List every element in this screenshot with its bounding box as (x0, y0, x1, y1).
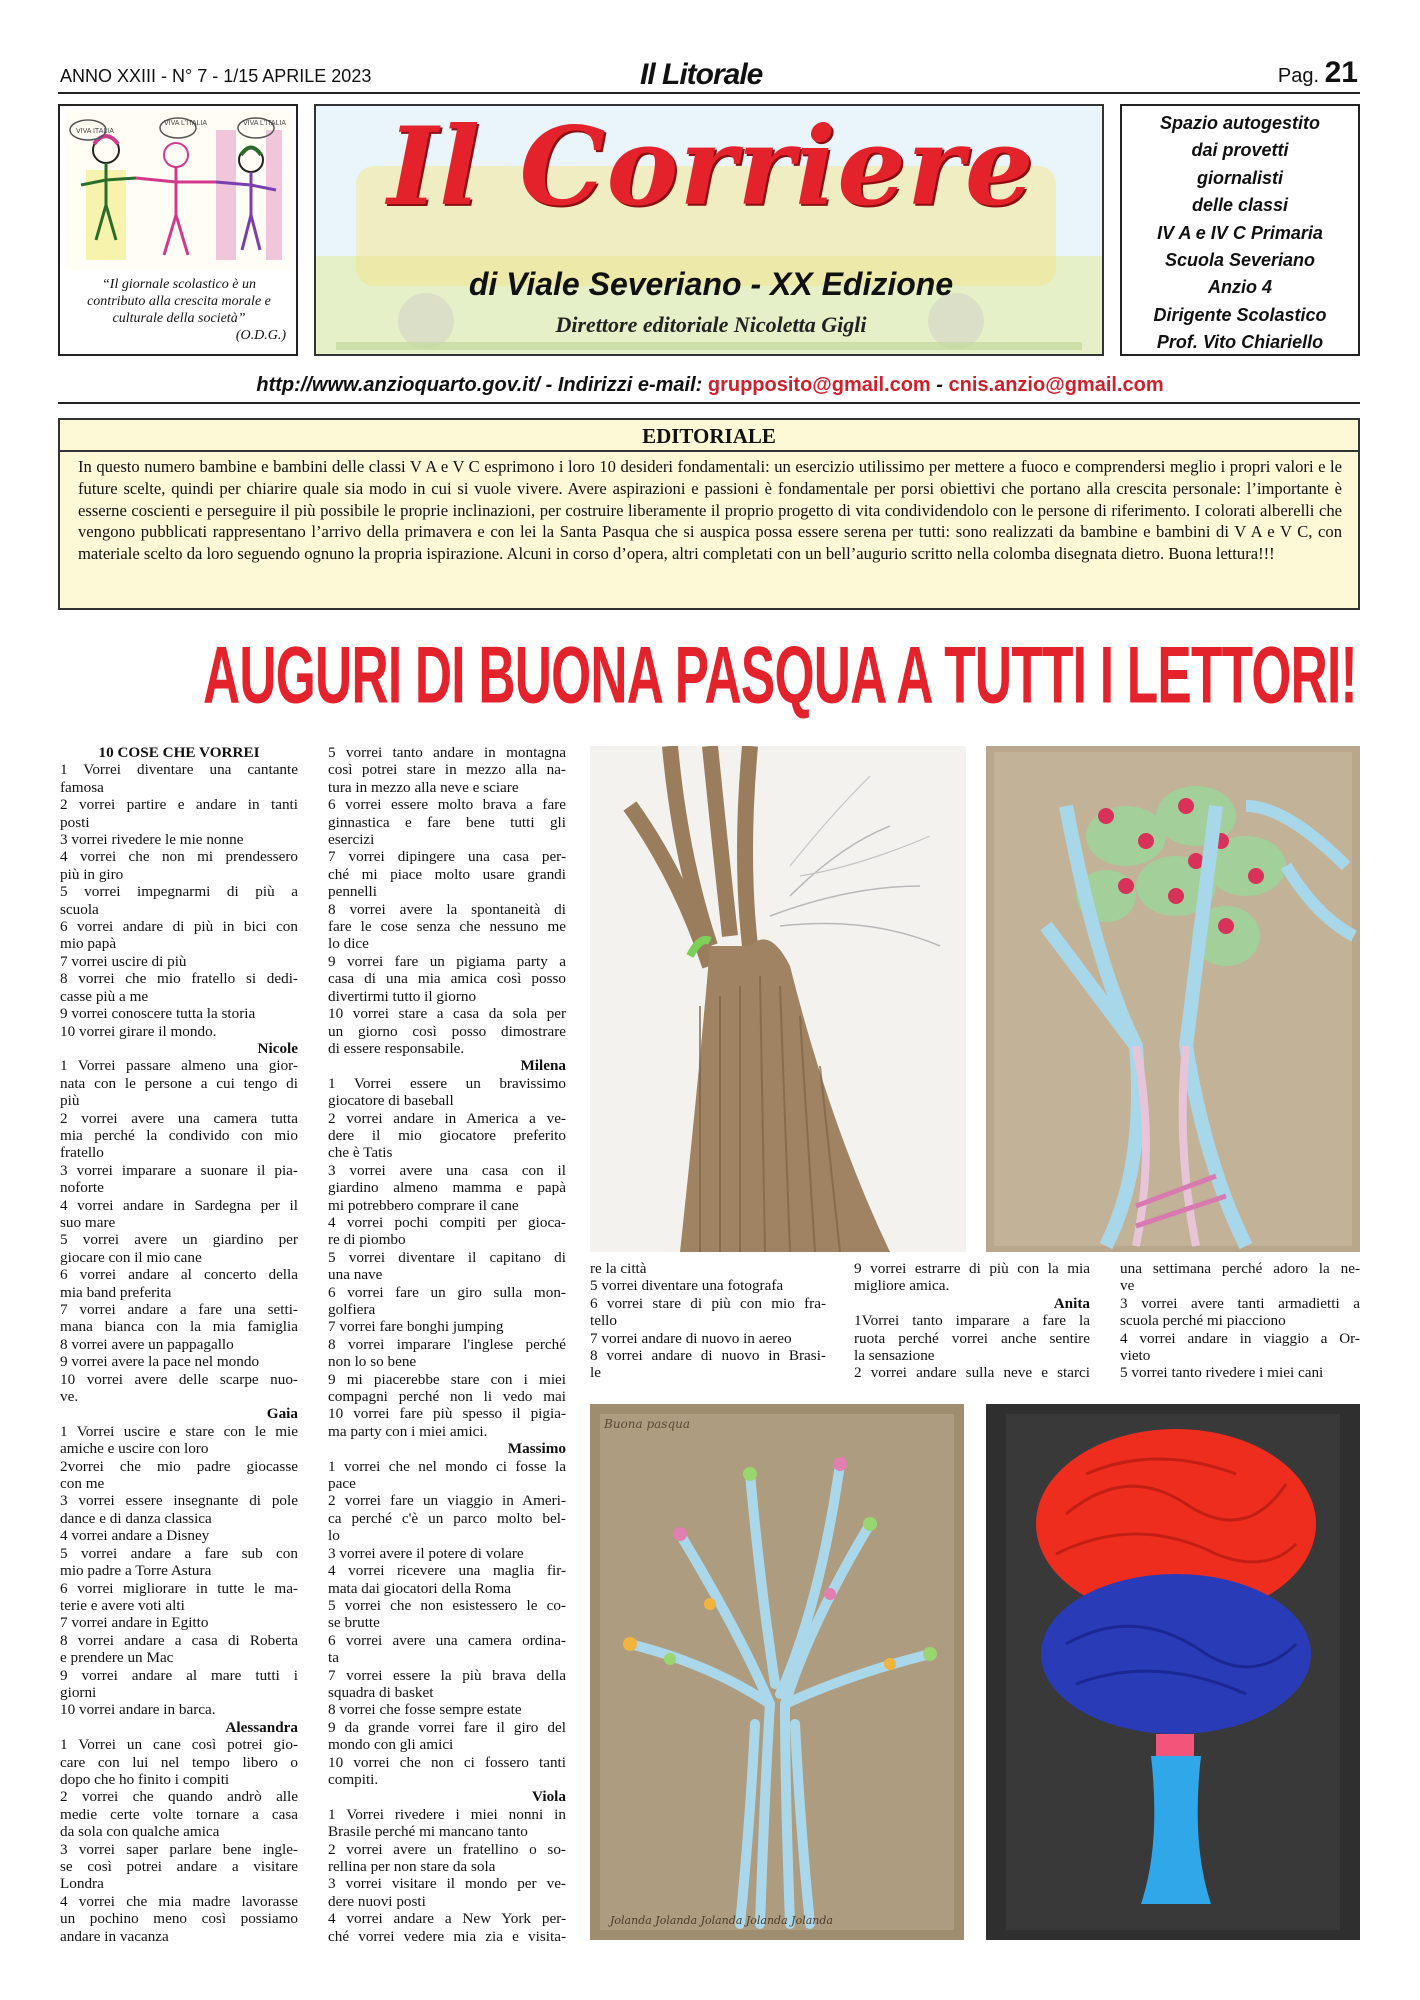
wish-line: ruota perché vorrei anche sentire (854, 1329, 1090, 1347)
newspaper-title: Il Corriere (387, 104, 1035, 230)
wish-line: 1 vorrei che nel mondo ci fosse la (328, 1457, 566, 1475)
info-line: Prof. Vito Chiariello (1156, 332, 1324, 353)
email-separator: - (930, 374, 949, 396)
photo-blue-yarn-tree (590, 1404, 964, 1940)
wish-line: 1 Vorrei un cane così potrei gio- (60, 1736, 298, 1754)
wish-line: 1 Vorrei essere un bravissimo (328, 1074, 566, 1092)
wish-line: ma party con i miei amici. (328, 1422, 488, 1440)
wish-line: 9 vorrei avere la pace nel mondo (60, 1353, 260, 1371)
wish-line: che è Tatis (328, 1144, 393, 1162)
wish-line: golfiera (328, 1301, 376, 1318)
wish-line: 6 vorrei avere una camera ordina- (328, 1631, 566, 1649)
wish-line: 10 vorrei fare più spesso il pigia- (328, 1405, 566, 1423)
wish-line: ta (328, 1649, 339, 1667)
wish-line: un pochino meno così possiamo (60, 1910, 298, 1928)
kid-label-3: VIVA L'ITALIA (243, 120, 287, 127)
info-line: Scuola Severiano (1164, 250, 1316, 271)
wish-line: 1 Vorrei diventare una cantante (60, 761, 298, 779)
wish-line: la sensazione (854, 1347, 935, 1365)
wish-line: 8 vorrei che fosse sempre estate (328, 1701, 522, 1719)
wish-line: mana bianca con la mia famiglia (60, 1318, 298, 1336)
wish-line: 4 vorrei che mia madre lavorasse (60, 1892, 298, 1910)
wish-line: giocare con il mio cane (60, 1248, 202, 1266)
wish-line: lo dice (328, 935, 369, 953)
wish-line: 8 vorrei andare a casa di Roberta (60, 1631, 298, 1649)
photo-wool-tree (986, 1404, 1360, 1940)
wish-line: più (60, 1092, 80, 1110)
wish-line: ca perché c'è un parco molto bel- (328, 1509, 566, 1527)
children-drawing-box (58, 104, 298, 356)
wish-line: 3 vorrei avere una casa con il (328, 1161, 566, 1179)
wish-line: non lo so bene (328, 1353, 417, 1371)
author-name: Gaia (266, 1405, 298, 1423)
wish-line: 4 vorrei che non mi prendessero (60, 848, 298, 866)
info-line: Anzio 4 (1207, 277, 1272, 298)
wish-line: fratello (60, 1144, 104, 1162)
wish-line: 3 vorrei rivedere le mie nonne (60, 831, 244, 849)
wish-line: suo mare (60, 1213, 116, 1231)
quote-text: “Il giornale scolastico è un contributo alla crescita morale e culturale della società” (87, 277, 271, 326)
wish-line: squadra di basket (328, 1683, 434, 1701)
author-name: Massimo (507, 1440, 566, 1458)
wish-line: 5 vorrei impegnarmi di più a (60, 883, 298, 901)
wish-line: compagni perché non li vedo mai (328, 1388, 566, 1406)
wish-line: le (590, 1364, 601, 1382)
wish-line: dere il mio giocatore preferito (328, 1126, 566, 1144)
easter-headline: AUGURI DI BUONA PASQUA A TUTTI I LETTORI! (203, 629, 1357, 720)
info-line: giornalisti (1196, 167, 1283, 188)
wish-line: 7 vorrei andare di nuovo in aereo (590, 1329, 792, 1347)
wish-line: 7 vorrei andare a fare una setti- (60, 1301, 298, 1318)
wish-line: 7 vorrei uscire di più (60, 952, 187, 970)
wish-line: re la città (590, 1260, 647, 1277)
wish-line: 1 Vorrei passare almeno una gior- (60, 1057, 298, 1075)
wish-line: 4 vorrei ricevere una maglia fir- (328, 1562, 566, 1580)
wish-line: dere nuovi posti (328, 1892, 426, 1910)
editorial-text: In questo numero bambine e bambini delle classi V A e V C esprimono i loro 10 desideri fondamentali: un esercizio utilissimo per mettere a fuoco e comprendersi meglio i propri valori e le future scelte, quindi per chiarire quale sia modo in cui si vuole vivere. Avere aspirazioni e passioni è fondamentale per porsi obiettivi che portano alla crescita personale: l’importante è esserne coscienti e perseguire il più possibile le proprie inclinazioni, per costruire liberamente il proprio progetto di vita condividendolo con le persone di riferimento. I colorati alberelli che vengono pubblicati rappresentano l’arrivo della primavera e con lei la Santa Pasqua che si auspica possa essere serena per tutti: sono realizzati da bambine e bambini di V A e V C, con materiale scelto da loro seguendo ognuno la propria ispirazione. Alcuni in corso d’opera, altri completati con un bell’augurio scritto nella colomba disegnata dietro. Buona lettura!!! (78, 457, 1342, 564)
wish-line: 10 vorrei andare in barca. (60, 1701, 216, 1719)
info-line: dai provetti (1191, 140, 1289, 161)
wish-line: scuola (60, 900, 99, 918)
wish-line: 7 vorrei essere la più brava della (328, 1666, 566, 1684)
wish-line: 4 vorrei andare a New York per- (328, 1910, 566, 1928)
info-line: Spazio autogestito (1159, 113, 1320, 133)
wish-line: divertirmi tutto il giorno (328, 987, 477, 1005)
wish-line: compiti. (328, 1770, 379, 1788)
author-name: Anita (1053, 1294, 1090, 1312)
wish-line: 2 vorrei avere un fratellino o so- (328, 1840, 566, 1858)
wish-line: ve. (60, 1388, 79, 1406)
wish-line: 3 vorrei avere tanti armadietti a (1120, 1294, 1360, 1312)
wish-line: migliore amica. (854, 1277, 950, 1295)
wish-line: mia perché la condivido con mio (60, 1126, 298, 1144)
photo-twine-tree (590, 746, 966, 1252)
wish-line: se brutte (328, 1614, 380, 1632)
wish-line: 9 da grande vorrei fare il giro del (328, 1718, 566, 1736)
wish-line: giorni (60, 1683, 97, 1701)
wish-line: dance e di danza classica (60, 1509, 212, 1527)
section-title: 10 COSE CHE VORREI (98, 744, 260, 761)
author-name: Milena (520, 1057, 566, 1075)
wish-line: mio padre a Torre Astura (60, 1562, 212, 1580)
wish-line: 10 vorrei girare il mondo. (60, 1022, 217, 1040)
wish-line: giardino almeno mamma e papà (328, 1179, 566, 1197)
wish-line: 2 vorrei che quando andrò alle (60, 1788, 298, 1806)
wish-line: scuola perché mi piacciono (1120, 1312, 1286, 1330)
wish-line: care con lui nel tempo libero o (60, 1753, 298, 1771)
wish-line: una settimana perché adoro la ne- (1120, 1260, 1360, 1277)
wish-line: lo (328, 1527, 340, 1545)
wishes-column-2 (328, 744, 566, 1945)
wish-line: esercizi (328, 831, 375, 849)
publication-name: Il Litorale (640, 58, 763, 91)
wish-line: rellina per non stare da sola (328, 1858, 496, 1875)
info-box (1120, 104, 1360, 356)
wish-line: ché vorrei vedere mia zia e visita- (328, 1927, 566, 1945)
wish-line: pennelli (328, 883, 377, 901)
wish-line: ché mi piace molto usare grandi (328, 865, 566, 883)
wish-line: 5 vorrei avere un giardino per (60, 1231, 298, 1249)
wish-line: 9 vorrei conoscere tutta la storia (60, 1005, 256, 1023)
wish-line: 3 vorrei saper parlare bene ingle- (60, 1840, 298, 1858)
wish-line: 4 vorrei andare in viaggio a Or- (1120, 1329, 1360, 1347)
wish-line: noforte (60, 1179, 104, 1197)
wish-line: ginnastica e fare bene tutti gli (328, 813, 566, 831)
wish-line: 8 vorrei avere un pappagallo (60, 1335, 234, 1353)
wool-tree-art (986, 1404, 1360, 1940)
wish-line: 2 vorrei partire e andare in tanti (60, 796, 298, 814)
kid-label-1: VIVA ITALIA (76, 128, 114, 135)
wish-line: 4 vorrei andare a Disney (60, 1527, 210, 1545)
wish-line: 7 vorrei dipingere una casa per- (328, 848, 566, 866)
director-credit: Direttore editoriale Nicoletta Gigli (555, 312, 867, 337)
wish-line: mio papà (60, 935, 117, 953)
wish-line: famosa (60, 778, 104, 796)
editorial-title: EDITORIALE (60, 422, 1358, 452)
wish-line: 9 mi piacerebbe stare con i miei (328, 1370, 566, 1388)
wish-line: 3 vorrei visitare il mondo per ve- (328, 1875, 566, 1893)
wish-line: se così potrei andare a visitare (60, 1858, 298, 1875)
email-label: - Indirizzi e-mail: (540, 374, 708, 396)
wish-line: 8 vorrei che mio fratello si dedi- (60, 970, 298, 988)
wish-line: tura in mezzo alla neve e sciare (328, 778, 519, 796)
yarn-flower-tree-art (986, 746, 1360, 1252)
author-name: Alessandra (225, 1718, 298, 1736)
wish-line: 2 vorrei fare un viaggio in Ameri- (328, 1492, 566, 1510)
wish-line: 1 Vorrei rivedere i miei nonni in (328, 1805, 566, 1823)
children-drawing (66, 110, 292, 270)
wish-line: casa di una mia amica così posso (328, 970, 566, 988)
wish-line: re di piombo (328, 1231, 406, 1249)
wish-line: 5 vorrei diventare il capitano di (328, 1248, 566, 1266)
wish-line: casse più a me (60, 987, 149, 1005)
wish-line: 2 vorrei andare in America a ve- (328, 1109, 566, 1127)
wish-line: 8 vorrei avere la spontaneità di (328, 900, 566, 918)
wish-line: 6 vorrei andare di più in bici con (60, 918, 298, 936)
wish-line: 9 vorrei andare al mare tutti i (60, 1666, 298, 1684)
header-rule (58, 402, 1360, 404)
blue-yarn-tree-art (590, 1404, 964, 1940)
wish-line: fare le cose senza che nessuno me (328, 918, 566, 936)
wish-line: terie e avere voti alti (60, 1596, 185, 1614)
wish-line: 6 vorrei essere molto brava a fare (328, 796, 566, 814)
wish-line: mia band preferita (60, 1283, 172, 1301)
wish-line: 3 vorrei avere il potere di volare (328, 1544, 524, 1562)
top-rule (58, 92, 1360, 94)
wish-line: mi potrebbero comprare il cane (328, 1196, 519, 1214)
wish-line: 10 vorrei che non ci fossero tanti (328, 1753, 566, 1771)
wish-line: 5 vorrei diventare una fotografa (590, 1277, 784, 1295)
wish-line: 5 vorrei andare a fare sub con (60, 1544, 298, 1562)
wishes-column-5 (1120, 1260, 1360, 1382)
wish-line: 4 vorrei pochi compiti per gioca- (328, 1213, 566, 1231)
card-header: Buona pasqua (604, 1417, 691, 1431)
quote (72, 276, 286, 344)
wish-line: 6 vorrei migliorare in tutte le ma- (60, 1579, 298, 1597)
wish-line: 9 vorrei estrarre di più con la mia (854, 1260, 1090, 1277)
wishes-column-1 (60, 744, 298, 1945)
wish-line: posti (60, 813, 90, 831)
wish-line: e prendere un Mac (60, 1649, 174, 1667)
wish-line: mata dai giocatori della Roma (328, 1579, 512, 1597)
wish-line: più in giro (60, 865, 124, 883)
wish-line: Brasile perché mi mancano tanto (328, 1823, 528, 1841)
wish-line: con me (60, 1475, 105, 1493)
wish-line: 9 vorrei fare un pigiama party a (328, 952, 566, 970)
page-label: Pag. (1277, 65, 1320, 87)
wish-line: nata con le persone a cui tengo di (60, 1074, 298, 1092)
wish-line: un giorno così posso dimostrare (328, 1022, 566, 1040)
email-link-2[interactable]: cnis.anzio@gmail.com (948, 374, 1164, 396)
wish-line: dopo che ho finito i compiti (60, 1770, 230, 1788)
author-name: Viola (531, 1788, 566, 1806)
quote-source: (O.D.G.) (235, 328, 286, 343)
wish-line: 1 Vorrei uscire e stare con le mie (60, 1422, 298, 1440)
wish-line: mondo con gli amici (328, 1736, 454, 1754)
wish-line: Londra (60, 1875, 104, 1893)
wish-line: 6 vorrei andare al concerto della (60, 1266, 298, 1284)
wish-line: una nave (328, 1266, 383, 1284)
issue-info: ANNO XXIII - N° 7 - 1/15 APRILE 2023 (60, 66, 372, 86)
wish-line: 7 vorrei andare in Egitto (60, 1614, 209, 1632)
author-name: Nicole (257, 1039, 298, 1057)
wish-line: tello (590, 1312, 617, 1330)
wish-line: pace (328, 1475, 356, 1493)
wish-line: 2 vorrei avere una camera tutta (60, 1109, 298, 1127)
page-number-value: 21 (1324, 56, 1358, 89)
editorial-box (58, 418, 1360, 610)
info-line: IV A e IV C Primaria (1157, 222, 1323, 243)
wish-line: di essere responsabile. (328, 1039, 465, 1057)
website-link[interactable]: http://www.anzioquarto.gov.it/ (256, 374, 541, 396)
twine-tree-art (590, 746, 966, 1252)
wishes-column-4 (854, 1260, 1090, 1382)
wish-line: vieto (1120, 1347, 1151, 1365)
info-line: Dirigente Scolastico (1153, 304, 1327, 325)
info-line: delle classi (1191, 195, 1289, 216)
wish-line: 3 vorrei essere insegnante di pole (60, 1492, 298, 1510)
wish-line: ve (1120, 1277, 1135, 1295)
kid-label-2: VIVA L'ITALIA (164, 120, 208, 127)
wish-line: da sola con qualche amica (60, 1823, 220, 1841)
wish-line: 5 vorrei tanto rivedere i miei cani (1120, 1364, 1324, 1382)
wish-line: andare in vacanza (60, 1927, 169, 1945)
contact-line (60, 374, 1360, 397)
wish-line: 2 vorrei andare sulla neve e starci (854, 1364, 1090, 1382)
newspaper-subtitle: di Viale Severiano - XX Edizione (468, 266, 954, 302)
wishes-column-3 (590, 1260, 826, 1382)
wish-line: 2vorrei che mio padre giocasse (60, 1457, 298, 1475)
wish-line: 8 vorrei andare di nuovo in Brasi- (590, 1347, 826, 1365)
email-link-1[interactable]: grupposito@gmail.com (707, 374, 931, 396)
wish-line: 5 vorrei tanto andare in montagna (328, 744, 566, 761)
wish-line: 7 vorrei fare bonghi jumping (328, 1318, 504, 1336)
page-number (1278, 56, 1358, 90)
wish-line: così potrei stare in mezzo alla na- (328, 761, 566, 779)
wish-line: medie certe volte tornare a casa (60, 1805, 298, 1823)
photo-yarn-flower-tree (986, 746, 1360, 1252)
artwork-signature: Jolanda Jolanda Jolanda Jolanda Jolanda (610, 1914, 833, 1927)
wish-line: 1Vorrei tanto imparare a fare la (854, 1312, 1090, 1330)
wish-line: 4 vorrei andare in Sardegna per il (60, 1196, 298, 1214)
wish-line: giocatore di baseball (328, 1092, 454, 1110)
wish-line: 6 vorrei fare un giro sulla mon- (328, 1283, 566, 1301)
wish-line: 6 vorrei stare di più con mio fra- (590, 1294, 826, 1312)
wish-line: amiche e uscire con loro (60, 1440, 209, 1458)
wish-line: 3 vorrei imparare a suonare il pia- (60, 1161, 298, 1179)
wish-line: 8 vorrei imparare l'inglese perché (328, 1335, 566, 1353)
wish-line: 10 vorrei avere delle scarpe nuo- (60, 1370, 298, 1388)
wish-line: 10 vorrei stare a casa da sola per (328, 1005, 566, 1023)
title-banner (314, 104, 1104, 356)
wish-line: 5 vorrei che non esistessero le co- (328, 1596, 566, 1614)
